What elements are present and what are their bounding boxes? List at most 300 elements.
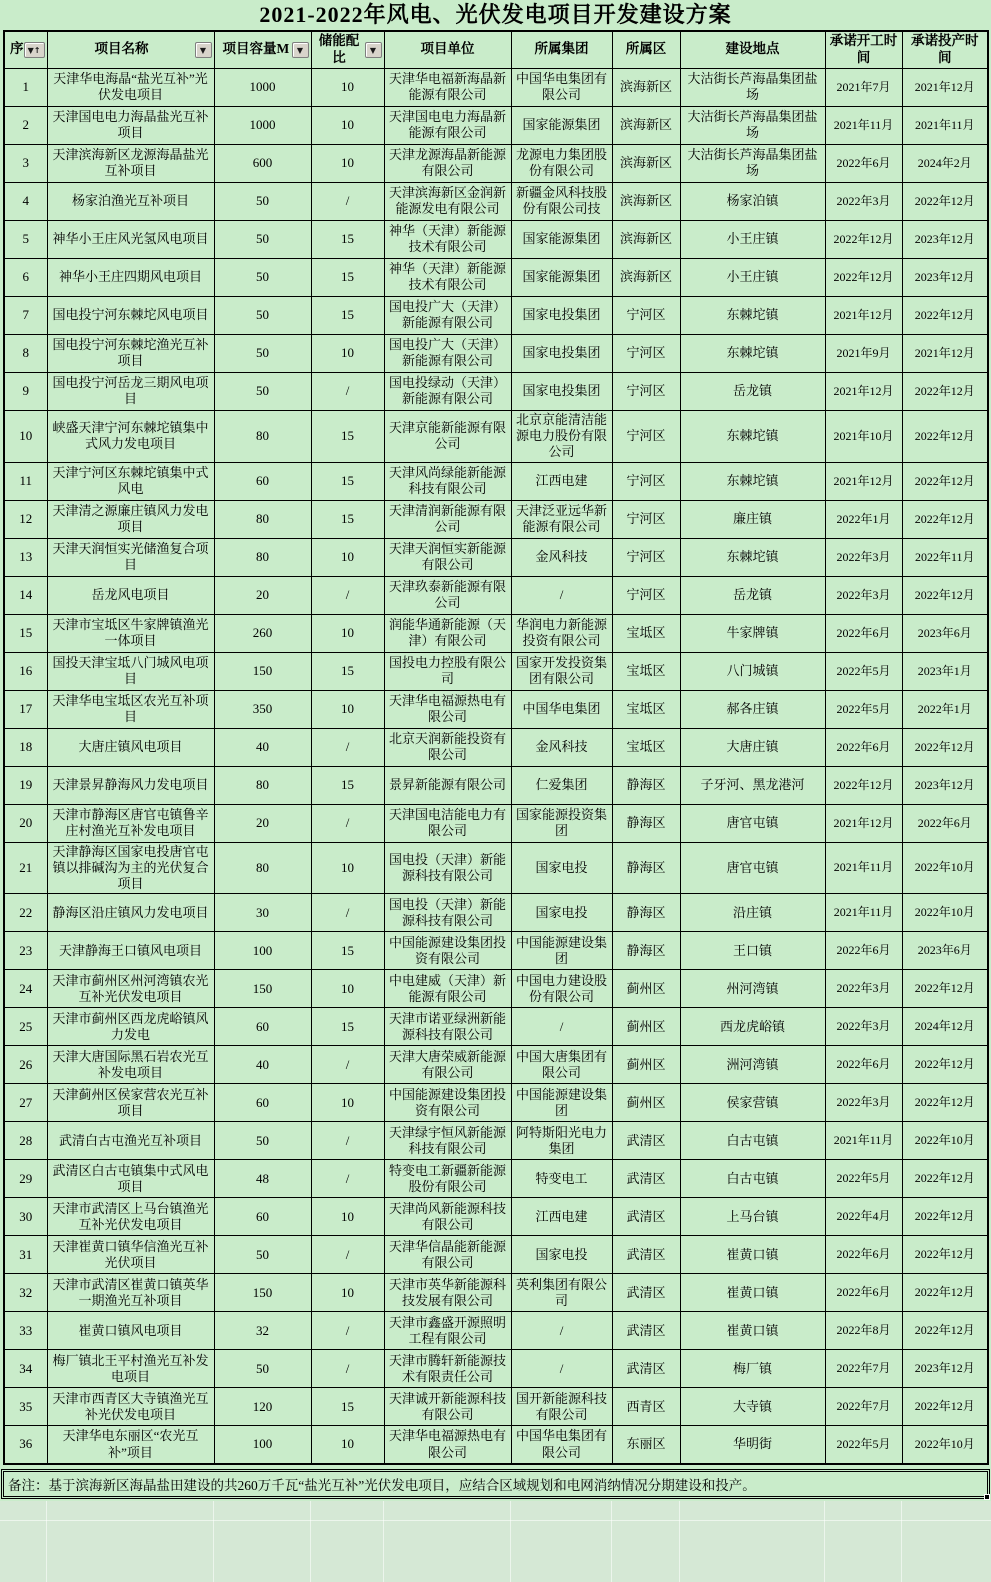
- cell-district[interactable]: 滨海新区: [612, 182, 680, 220]
- cell-project-unit[interactable]: 国电投（天津）新能源科技有限公司: [384, 894, 511, 932]
- cell-project-unit[interactable]: 神华（天津）新能源技术有限公司: [384, 220, 511, 258]
- cell-storage-ratio[interactable]: 10: [311, 842, 384, 894]
- cell-project-name[interactable]: 天津静海王口镇风电项目: [47, 932, 214, 970]
- cell-capacity-mw[interactable]: 50: [214, 334, 311, 372]
- cell-project-unit[interactable]: 天津华电福源热电有限公司: [384, 690, 511, 728]
- cell-capacity-mw[interactable]: 50: [214, 1236, 311, 1274]
- cell-project-unit[interactable]: 神华（天津）新能源技术有限公司: [384, 258, 511, 296]
- cell-seq[interactable]: 16: [4, 652, 47, 690]
- cell-project-unit[interactable]: 天津国电洁能电力有限公司: [384, 804, 511, 842]
- cell-storage-ratio[interactable]: /: [311, 1236, 384, 1274]
- cell-location[interactable]: 东棘坨镇: [680, 296, 825, 334]
- cell-start-time[interactable]: 2022年6月: [825, 1274, 902, 1312]
- cell-capacity-mw[interactable]: 50: [214, 1122, 311, 1160]
- cell-seq[interactable]: 30: [4, 1198, 47, 1236]
- note-row[interactable]: [1, 1469, 990, 1499]
- cell-production-time[interactable]: 2022年12月: [902, 1236, 988, 1274]
- cell-location[interactable]: 岳龙镇: [680, 372, 825, 410]
- cell-storage-ratio[interactable]: 10: [311, 1198, 384, 1236]
- cell-project-name[interactable]: 天津市静海区唐官屯镇鲁辛庄村渔光互补发电项目: [47, 804, 214, 842]
- cell-start-time[interactable]: 2021年9月: [825, 334, 902, 372]
- cell-capacity-mw[interactable]: 60: [214, 1084, 311, 1122]
- cell-project-name[interactable]: 天津市武清区崔黄口镇英华一期渔光互补项目: [47, 1274, 214, 1312]
- cell-production-time[interactable]: 2024年12月: [902, 1008, 988, 1046]
- cell-storage-ratio[interactable]: /: [311, 1160, 384, 1198]
- cell-storage-ratio[interactable]: 10: [311, 1084, 384, 1122]
- cell-location[interactable]: 杨家泊镇: [680, 182, 825, 220]
- cell-start-time[interactable]: 2022年6月: [825, 614, 902, 652]
- cell-district[interactable]: 滨海新区: [612, 258, 680, 296]
- cell-project-unit[interactable]: 天津华电福新海晶新能源有限公司: [384, 68, 511, 106]
- cell-seq[interactable]: 26: [4, 1046, 47, 1084]
- cell-storage-ratio[interactable]: 10: [311, 106, 384, 144]
- cell-project-unit[interactable]: 特变电工新疆新能源股份有限公司: [384, 1160, 511, 1198]
- cell-start-time[interactable]: 2022年7月: [825, 1388, 902, 1426]
- cell-district[interactable]: 宁河区: [612, 296, 680, 334]
- cell-start-time[interactable]: 2021年11月: [825, 106, 902, 144]
- cell-location[interactable]: 子牙河、黑龙港河: [680, 766, 825, 804]
- cell-start-time[interactable]: 2022年12月: [825, 220, 902, 258]
- cell-group[interactable]: /: [511, 1008, 612, 1046]
- cell-project-unit[interactable]: 天津京能新能源有限公司: [384, 410, 511, 462]
- cell-project-unit[interactable]: 国电投广大（天津）新能源有限公司: [384, 334, 511, 372]
- cell-project-name[interactable]: 静海区沿庄镇风力发电项目: [47, 894, 214, 932]
- cell-seq[interactable]: 11: [4, 462, 47, 500]
- cell-production-time[interactable]: 2023年12月: [902, 220, 988, 258]
- cell-capacity-mw[interactable]: 80: [214, 500, 311, 538]
- cell-project-unit[interactable]: 天津市诺亚绿洲新能源科技有限公司: [384, 1008, 511, 1046]
- cell-seq[interactable]: 12: [4, 500, 47, 538]
- cell-district[interactable]: 武清区: [612, 1236, 680, 1274]
- cell-project-unit[interactable]: 中国能源建设集团投资有限公司: [384, 932, 511, 970]
- cell-storage-ratio[interactable]: 10: [311, 334, 384, 372]
- cell-district[interactable]: 东丽区: [612, 1426, 680, 1464]
- cell-storage-ratio[interactable]: 10: [311, 970, 384, 1008]
- cell-start-time[interactable]: 2022年6月: [825, 728, 902, 766]
- cell-project-name[interactable]: 国电投宁河东棘坨渔光互补项目: [47, 334, 214, 372]
- cell-seq[interactable]: 28: [4, 1122, 47, 1160]
- cell-production-time[interactable]: 2021年11月: [902, 106, 988, 144]
- cell-storage-ratio[interactable]: 10: [311, 68, 384, 106]
- cell-location[interactable]: 牛家牌镇: [680, 614, 825, 652]
- cell-group[interactable]: 金风科技: [511, 538, 612, 576]
- cell-storage-ratio[interactable]: /: [311, 1122, 384, 1160]
- cell-district[interactable]: 宝坻区: [612, 728, 680, 766]
- cell-project-name[interactable]: 天津静海区国家电投唐官屯镇以排碱沟为主的光伏复合项目: [47, 842, 214, 894]
- cell-district[interactable]: 宁河区: [612, 410, 680, 462]
- cell-project-name[interactable]: 天津市宝坻区牛家牌镇渔光一体项目: [47, 614, 214, 652]
- cell-group[interactable]: 国家电投集团: [511, 296, 612, 334]
- cell-location[interactable]: 小王庄镇: [680, 220, 825, 258]
- cell-storage-ratio[interactable]: /: [311, 804, 384, 842]
- cell-project-name[interactable]: 天津崔黄口镇华信渔光互补光伏项目: [47, 1236, 214, 1274]
- cell-start-time[interactable]: 2022年12月: [825, 258, 902, 296]
- cell-project-name[interactable]: 岳龙风电项目: [47, 576, 214, 614]
- cell-district[interactable]: 武清区: [612, 1274, 680, 1312]
- cell-project-name[interactable]: 崔黄口镇风电项目: [47, 1312, 214, 1350]
- cell-district[interactable]: 静海区: [612, 766, 680, 804]
- cell-project-unit[interactable]: 天津大唐荣威新能源有限公司: [384, 1046, 511, 1084]
- cell-start-time[interactable]: 2022年5月: [825, 1426, 902, 1464]
- cell-project-unit[interactable]: 天津清润新能源有限公司: [384, 500, 511, 538]
- cell-project-unit[interactable]: 国电投（天津）新能源科技有限公司: [384, 842, 511, 894]
- cell-location[interactable]: 上马台镇: [680, 1198, 825, 1236]
- cell-project-name[interactable]: 峡盛天津宁河东棘坨镇集中式风力发电项目: [47, 410, 214, 462]
- cell-group[interactable]: 中国电力建设股份有限公司: [511, 970, 612, 1008]
- cell-project-name[interactable]: 大唐庄镇风电项目: [47, 728, 214, 766]
- cell-location[interactable]: 州河湾镇: [680, 970, 825, 1008]
- cell-location[interactable]: 洲河湾镇: [680, 1046, 825, 1084]
- cell-storage-ratio[interactable]: /: [311, 1350, 384, 1388]
- filter-dropdown-button[interactable]: ▼: [365, 42, 382, 58]
- cell-district[interactable]: 宁河区: [612, 538, 680, 576]
- cell-group[interactable]: 阿特斯阳光电力集团: [511, 1122, 612, 1160]
- cell-group[interactable]: 江西电建: [511, 1198, 612, 1236]
- cell-district[interactable]: 武清区: [612, 1122, 680, 1160]
- cell-capacity-mw[interactable]: 50: [214, 296, 311, 334]
- cell-seq[interactable]: 33: [4, 1312, 47, 1350]
- cell-production-time[interactable]: 2023年1月: [902, 652, 988, 690]
- cell-storage-ratio[interactable]: 10: [311, 538, 384, 576]
- cell-district[interactable]: 武清区: [612, 1312, 680, 1350]
- cell-location[interactable]: 西龙虎峪镇: [680, 1008, 825, 1046]
- cell-storage-ratio[interactable]: 10: [311, 1426, 384, 1464]
- cell-start-time[interactable]: 2022年3月: [825, 538, 902, 576]
- cell-project-name[interactable]: 天津景昇静海风力发电项目: [47, 766, 214, 804]
- cell-group[interactable]: 北京京能清洁能源电力股份有限公司: [511, 410, 612, 462]
- cell-seq[interactable]: 4: [4, 182, 47, 220]
- cell-location[interactable]: 东棘坨镇: [680, 462, 825, 500]
- cell-project-unit[interactable]: 天津风尚绿能新能源科技有限公司: [384, 462, 511, 500]
- cell-seq[interactable]: 3: [4, 144, 47, 182]
- cell-group[interactable]: 中国华电集团有限公司: [511, 1426, 612, 1464]
- cell-start-time[interactable]: 2021年11月: [825, 894, 902, 932]
- cell-capacity-mw[interactable]: 80: [214, 410, 311, 462]
- cell-group[interactable]: 特变电工: [511, 1160, 612, 1198]
- cell-start-time[interactable]: 2021年11月: [825, 842, 902, 894]
- cell-project-unit[interactable]: 天津华电福源热电有限公司: [384, 1426, 511, 1464]
- cell-project-unit[interactable]: 天津龙源海晶新能源有限公司: [384, 144, 511, 182]
- cell-start-time[interactable]: 2022年6月: [825, 932, 902, 970]
- cell-location[interactable]: 沿庄镇: [680, 894, 825, 932]
- cell-storage-ratio[interactable]: 10: [311, 690, 384, 728]
- cell-district[interactable]: 武清区: [612, 1160, 680, 1198]
- cell-start-time[interactable]: 2021年12月: [825, 804, 902, 842]
- cell-capacity-mw[interactable]: 150: [214, 970, 311, 1008]
- cell-seq[interactable]: 20: [4, 804, 47, 842]
- cell-project-name[interactable]: 天津华电东丽区“农光互补”项目: [47, 1426, 214, 1464]
- cell-capacity-mw[interactable]: 100: [214, 932, 311, 970]
- cell-storage-ratio[interactable]: /: [311, 372, 384, 410]
- cell-capacity-mw[interactable]: 50: [214, 258, 311, 296]
- cell-location[interactable]: 崔黄口镇: [680, 1274, 825, 1312]
- cell-seq[interactable]: 32: [4, 1274, 47, 1312]
- cell-start-time[interactable]: 2021年7月: [825, 68, 902, 106]
- cell-district[interactable]: 武清区: [612, 1350, 680, 1388]
- cell-group[interactable]: 中国华电集团: [511, 690, 612, 728]
- cell-project-unit[interactable]: 天津玖泰新能源有限公司: [384, 576, 511, 614]
- cell-capacity-mw[interactable]: 150: [214, 1274, 311, 1312]
- cell-production-time[interactable]: 2022年12月: [902, 1388, 988, 1426]
- cell-location[interactable]: 白古屯镇: [680, 1122, 825, 1160]
- cell-seq[interactable]: 14: [4, 576, 47, 614]
- cell-group[interactable]: 中国能源建设集团: [511, 932, 612, 970]
- selection-fill-handle[interactable]: [984, 1494, 990, 1500]
- cell-seq[interactable]: 17: [4, 690, 47, 728]
- filter-dropdown-button[interactable]: ▼: [292, 42, 309, 58]
- cell-district[interactable]: 宝坻区: [612, 690, 680, 728]
- cell-group[interactable]: 英利集团有限公司: [511, 1274, 612, 1312]
- cell-start-time[interactable]: 2022年6月: [825, 1236, 902, 1274]
- cell-project-unit[interactable]: 景昇新能源有限公司: [384, 766, 511, 804]
- cell-production-time[interactable]: 2022年1月: [902, 690, 988, 728]
- cell-district[interactable]: 宁河区: [612, 334, 680, 372]
- cell-project-unit[interactable]: 国电投广大（天津）新能源有限公司: [384, 296, 511, 334]
- cell-district[interactable]: 滨海新区: [612, 220, 680, 258]
- cell-seq[interactable]: 8: [4, 334, 47, 372]
- cell-production-time[interactable]: 2023年12月: [902, 1350, 988, 1388]
- cell-start-time[interactable]: 2021年11月: [825, 1122, 902, 1160]
- cell-group[interactable]: 国家能源集团: [511, 106, 612, 144]
- cell-start-time[interactable]: 2021年12月: [825, 462, 902, 500]
- cell-location[interactable]: 大寺镇: [680, 1388, 825, 1426]
- cell-project-name[interactable]: 天津国电电力海晶盐光互补项目: [47, 106, 214, 144]
- cell-seq[interactable]: 13: [4, 538, 47, 576]
- cell-production-time[interactable]: 2022年12月: [902, 1046, 988, 1084]
- cell-seq[interactable]: 9: [4, 372, 47, 410]
- cell-group[interactable]: 国家电投集团: [511, 334, 612, 372]
- cell-production-time[interactable]: 2021年12月: [902, 68, 988, 106]
- cell-production-time[interactable]: 2022年12月: [902, 576, 988, 614]
- cell-location[interactable]: 大沽街长芦海晶集团盐场: [680, 106, 825, 144]
- cell-storage-ratio[interactable]: 10: [311, 614, 384, 652]
- cell-storage-ratio[interactable]: 15: [311, 462, 384, 500]
- cell-location[interactable]: 大唐庄镇: [680, 728, 825, 766]
- cell-production-time[interactable]: 2022年10月: [902, 1426, 988, 1464]
- cell-seq[interactable]: 34: [4, 1350, 47, 1388]
- cell-capacity-mw[interactable]: 60: [214, 462, 311, 500]
- cell-group[interactable]: 龙源电力集团股份有限公司: [511, 144, 612, 182]
- cell-project-name[interactable]: 天津市武清区上马台镇渔光互补光伏发电项目: [47, 1198, 214, 1236]
- cell-project-name[interactable]: 天津清之源廉庄镇风力发电项目: [47, 500, 214, 538]
- cell-production-time[interactable]: 2022年10月: [902, 1122, 988, 1160]
- cell-project-unit[interactable]: 天津市鑫盛开源照明工程有限公司: [384, 1312, 511, 1350]
- cell-location[interactable]: 东棘坨镇: [680, 334, 825, 372]
- cell-location[interactable]: 华明街: [680, 1426, 825, 1464]
- cell-project-unit[interactable]: 天津尚风新能源科技有限公司: [384, 1198, 511, 1236]
- cell-seq[interactable]: 7: [4, 296, 47, 334]
- cell-location[interactable]: 崔黄口镇: [680, 1312, 825, 1350]
- cell-seq[interactable]: 21: [4, 842, 47, 894]
- cell-location[interactable]: 唐官屯镇: [680, 842, 825, 894]
- cell-project-name[interactable]: 天津华电宝坻区农光互补项目: [47, 690, 214, 728]
- cell-storage-ratio[interactable]: 15: [311, 766, 384, 804]
- cell-capacity-mw[interactable]: 32: [214, 1312, 311, 1350]
- cell-start-time[interactable]: 2022年3月: [825, 182, 902, 220]
- cell-storage-ratio[interactable]: 15: [311, 220, 384, 258]
- cell-production-time[interactable]: 2022年6月: [902, 804, 988, 842]
- cell-capacity-mw[interactable]: 20: [214, 804, 311, 842]
- cell-project-unit[interactable]: 天津市英华新能源科技发展有限公司: [384, 1274, 511, 1312]
- cell-production-time[interactable]: 2023年6月: [902, 932, 988, 970]
- cell-capacity-mw[interactable]: 80: [214, 538, 311, 576]
- cell-seq[interactable]: 36: [4, 1426, 47, 1464]
- cell-storage-ratio[interactable]: 15: [311, 932, 384, 970]
- cell-group[interactable]: 国家电投集团: [511, 372, 612, 410]
- cell-project-name[interactable]: 国电投宁河东棘坨风电项目: [47, 296, 214, 334]
- cell-district[interactable]: 蓟州区: [612, 1084, 680, 1122]
- cell-production-time[interactable]: 2022年12月: [902, 1160, 988, 1198]
- cell-capacity-mw[interactable]: 50: [214, 372, 311, 410]
- cell-project-name[interactable]: 天津市蓟州区州河湾镇农光互补光伏发电项目: [47, 970, 214, 1008]
- cell-group[interactable]: 国家能源集团: [511, 258, 612, 296]
- cell-production-time[interactable]: 2022年12月: [902, 1198, 988, 1236]
- cell-group[interactable]: 国家电投: [511, 842, 612, 894]
- cell-project-unit[interactable]: 天津国电电力海晶新能源有限公司: [384, 106, 511, 144]
- cell-production-time[interactable]: 2022年12月: [902, 462, 988, 500]
- cell-start-time[interactable]: 2022年5月: [825, 1160, 902, 1198]
- cell-capacity-mw[interactable]: 50: [214, 220, 311, 258]
- cell-project-name[interactable]: 国投天津宝坻八门城风电项目: [47, 652, 214, 690]
- cell-project-unit[interactable]: 天津华信晶能新能源有限公司: [384, 1236, 511, 1274]
- cell-seq[interactable]: 10: [4, 410, 47, 462]
- cell-location[interactable]: 侯家营镇: [680, 1084, 825, 1122]
- cell-group[interactable]: 国家开发投资集团有限公司: [511, 652, 612, 690]
- cell-project-name[interactable]: 武清区白古屯镇集中式风电项目: [47, 1160, 214, 1198]
- cell-start-time[interactable]: 2021年10月: [825, 410, 902, 462]
- cell-start-time[interactable]: 2021年12月: [825, 296, 902, 334]
- cell-group[interactable]: 国家电投: [511, 1236, 612, 1274]
- cell-group[interactable]: 新疆金风科技股份有限公司技: [511, 182, 612, 220]
- cell-group[interactable]: /: [511, 1350, 612, 1388]
- cell-production-time[interactable]: 2022年12月: [902, 1274, 988, 1312]
- cell-start-time[interactable]: 2022年3月: [825, 576, 902, 614]
- cell-project-unit[interactable]: 国投电力控股有限公司: [384, 652, 511, 690]
- cell-project-unit[interactable]: 天津绿宇恒风新能源科技有限公司: [384, 1122, 511, 1160]
- cell-project-unit[interactable]: 国电投绿动（天津）新能源有限公司: [384, 372, 511, 410]
- cell-district[interactable]: 静海区: [612, 932, 680, 970]
- cell-district[interactable]: 武清区: [612, 1198, 680, 1236]
- cell-seq[interactable]: 19: [4, 766, 47, 804]
- cell-group[interactable]: 国家能源集团: [511, 220, 612, 258]
- cell-production-time[interactable]: 2022年12月: [902, 410, 988, 462]
- cell-production-time[interactable]: 2021年12月: [902, 334, 988, 372]
- cell-group[interactable]: 天津泛亚远华新能源有限公司: [511, 500, 612, 538]
- cell-capacity-mw[interactable]: 60: [214, 1198, 311, 1236]
- cell-storage-ratio[interactable]: 15: [311, 652, 384, 690]
- cell-location[interactable]: 八门城镇: [680, 652, 825, 690]
- cell-storage-ratio[interactable]: /: [311, 728, 384, 766]
- cell-district[interactable]: 蓟州区: [612, 1046, 680, 1084]
- cell-capacity-mw[interactable]: 260: [214, 614, 311, 652]
- cell-storage-ratio[interactable]: /: [311, 182, 384, 220]
- cell-production-time[interactable]: 2022年12月: [902, 296, 988, 334]
- cell-location[interactable]: 东棘坨镇: [680, 538, 825, 576]
- cell-group[interactable]: 国家能源投资集团: [511, 804, 612, 842]
- cell-project-name[interactable]: 国电投宁河岳龙三期风电项目: [47, 372, 214, 410]
- cell-seq[interactable]: 23: [4, 932, 47, 970]
- cell-start-time[interactable]: 2022年3月: [825, 970, 902, 1008]
- cell-start-time[interactable]: 2022年7月: [825, 1350, 902, 1388]
- cell-district[interactable]: 蓟州区: [612, 970, 680, 1008]
- cell-start-time[interactable]: 2022年1月: [825, 500, 902, 538]
- cell-production-time[interactable]: 2022年12月: [902, 1084, 988, 1122]
- cell-seq[interactable]: 24: [4, 970, 47, 1008]
- cell-production-time[interactable]: 2023年12月: [902, 766, 988, 804]
- cell-capacity-mw[interactable]: 350: [214, 690, 311, 728]
- cell-project-name[interactable]: 天津大唐国际黑石岩农光互补发电项目: [47, 1046, 214, 1084]
- cell-start-time[interactable]: 2022年6月: [825, 144, 902, 182]
- cell-district[interactable]: 蓟州区: [612, 1008, 680, 1046]
- cell-seq[interactable]: 2: [4, 106, 47, 144]
- cell-project-name[interactable]: 神华小王庄风光氢风电项目: [47, 220, 214, 258]
- cell-group[interactable]: 仁爱集团: [511, 766, 612, 804]
- cell-group[interactable]: /: [511, 1312, 612, 1350]
- cell-seq[interactable]: 27: [4, 1084, 47, 1122]
- cell-location[interactable]: 王口镇: [680, 932, 825, 970]
- cell-start-time[interactable]: 2022年12月: [825, 766, 902, 804]
- cell-location[interactable]: 梅厂镇: [680, 1350, 825, 1388]
- cell-capacity-mw[interactable]: 120: [214, 1388, 311, 1426]
- cell-capacity-mw[interactable]: 50: [214, 1350, 311, 1388]
- cell-district[interactable]: 滨海新区: [612, 68, 680, 106]
- cell-start-time[interactable]: 2022年8月: [825, 1312, 902, 1350]
- cell-production-time[interactable]: 2022年12月: [902, 728, 988, 766]
- cell-project-unit[interactable]: 天津诚开新能源科技有限公司: [384, 1388, 511, 1426]
- cell-seq[interactable]: 31: [4, 1236, 47, 1274]
- cell-project-name[interactable]: 天津滨海新区龙源海晶盐光互补项目: [47, 144, 214, 182]
- cell-district[interactable]: 滨海新区: [612, 144, 680, 182]
- cell-group[interactable]: 江西电建: [511, 462, 612, 500]
- cell-storage-ratio[interactable]: 15: [311, 500, 384, 538]
- cell-storage-ratio[interactable]: 15: [311, 258, 384, 296]
- cell-storage-ratio[interactable]: 15: [311, 410, 384, 462]
- cell-start-time[interactable]: 2021年12月: [825, 372, 902, 410]
- cell-location[interactable]: 白古屯镇: [680, 1160, 825, 1198]
- cell-district[interactable]: 宝坻区: [612, 614, 680, 652]
- cell-project-unit[interactable]: 天津天润恒实新能源有限公司: [384, 538, 511, 576]
- cell-capacity-mw[interactable]: 150: [214, 652, 311, 690]
- cell-seq[interactable]: 35: [4, 1388, 47, 1426]
- cell-capacity-mw[interactable]: 40: [214, 1046, 311, 1084]
- cell-production-time[interactable]: 2022年12月: [902, 500, 988, 538]
- cell-project-unit[interactable]: 北京天润新能投资有限公司: [384, 728, 511, 766]
- cell-project-name[interactable]: 梅厂镇北王平村渔光互补发电项目: [47, 1350, 214, 1388]
- cell-project-name[interactable]: 天津蓟州区侯家营农光互补项目: [47, 1084, 214, 1122]
- cell-start-time[interactable]: 2022年3月: [825, 1008, 902, 1046]
- cell-capacity-mw[interactable]: 1000: [214, 106, 311, 144]
- cell-production-time[interactable]: 2022年11月: [902, 538, 988, 576]
- cell-storage-ratio[interactable]: 15: [311, 1008, 384, 1046]
- cell-production-time[interactable]: 2022年10月: [902, 842, 988, 894]
- cell-seq[interactable]: 18: [4, 728, 47, 766]
- cell-group[interactable]: 华润电力新能源投资有限公司: [511, 614, 612, 652]
- cell-project-name[interactable]: 武清白古屯渔光互补项目: [47, 1122, 214, 1160]
- cell-group[interactable]: 中国华电集团有限公司: [511, 68, 612, 106]
- cell-location[interactable]: 大沽街长芦海晶集团盐场: [680, 144, 825, 182]
- cell-production-time[interactable]: 2022年10月: [902, 894, 988, 932]
- cell-production-time[interactable]: 2023年6月: [902, 614, 988, 652]
- cell-district[interactable]: 宁河区: [612, 372, 680, 410]
- cell-project-name[interactable]: 天津天润恒实光储渔复合项目: [47, 538, 214, 576]
- cell-capacity-mw[interactable]: 1000: [214, 68, 311, 106]
- cell-project-name[interactable]: 天津市西青区大寺镇渔光互补光伏发电项目: [47, 1388, 214, 1426]
- cell-capacity-mw[interactable]: 50: [214, 182, 311, 220]
- cell-project-name[interactable]: 天津市蓟州区西龙虎峪镇风力发电: [47, 1008, 214, 1046]
- cell-start-time[interactable]: 2022年6月: [825, 1046, 902, 1084]
- cell-storage-ratio[interactable]: 15: [311, 296, 384, 334]
- cell-district[interactable]: 宁河区: [612, 576, 680, 614]
